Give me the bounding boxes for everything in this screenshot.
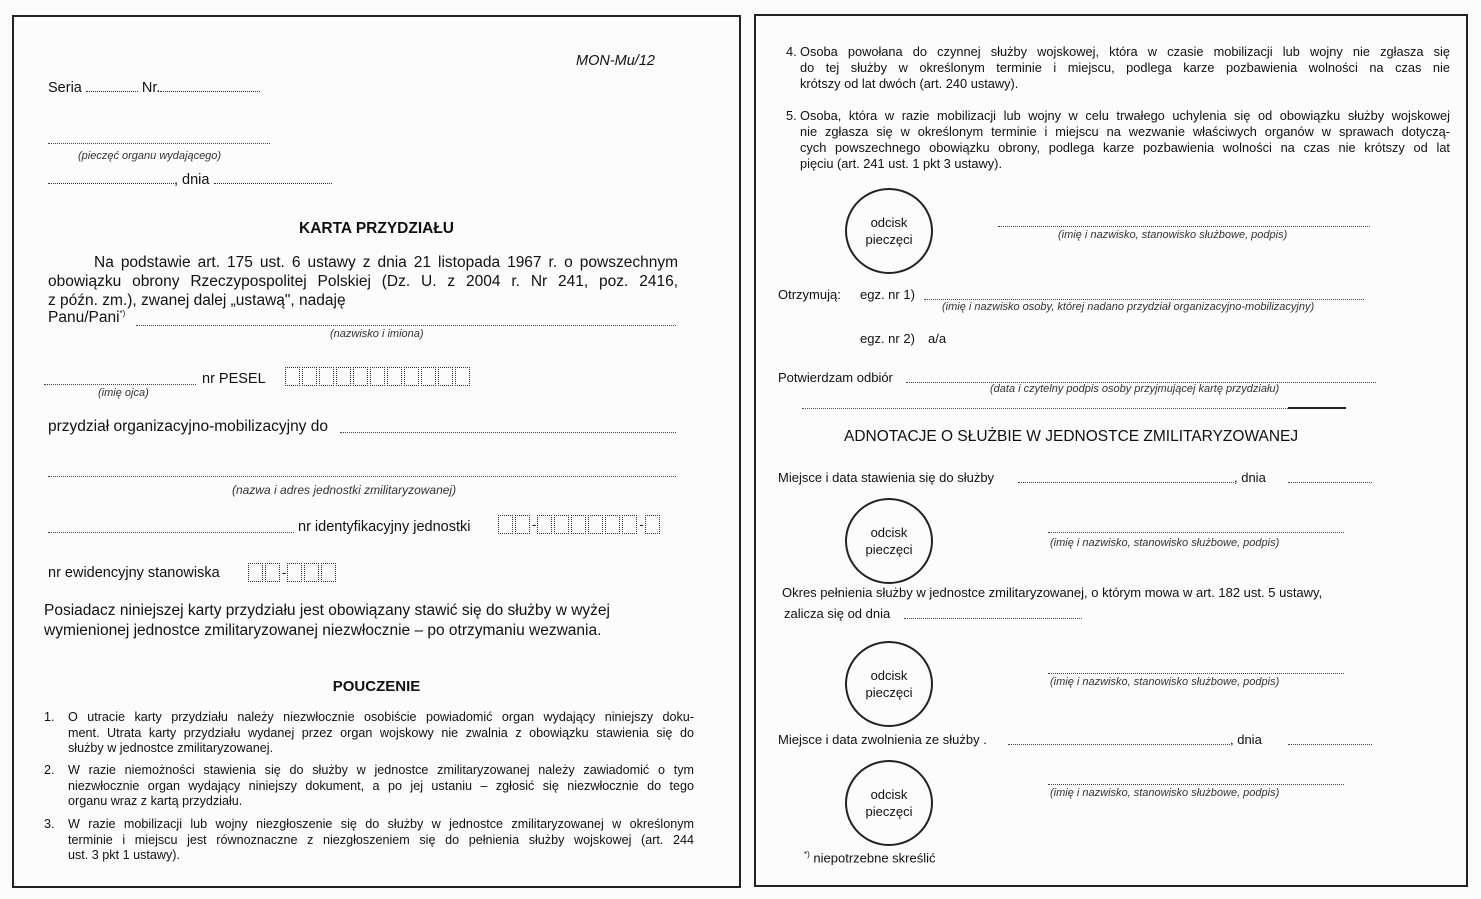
unit-name-caption: (nazwa i adres jednostki zmilitaryzowanej) (232, 483, 457, 497)
digit-box[interactable] (455, 367, 470, 386)
period-text: Okres pełnienia służby w jednostce zmilitaryzowanej, o którym mowa w art. 182 ust. 5 ustawy, (782, 585, 1323, 600)
digit-box[interactable] (622, 515, 637, 534)
nr-label: Nr. (141, 80, 161, 96)
instruction-line: organu wraz z kartą przydziału. (68, 794, 243, 808)
legal-basis-line: obowiązku obrony Rzeczypospolitej Polskiej (Dz. U. z 2004 r. Nr 241, poz. 2416, (48, 273, 678, 290)
stamp-placeholder-4 (845, 760, 933, 846)
period-from-field[interactable] (904, 618, 1082, 619)
digit-box[interactable] (438, 367, 453, 386)
instruction-number: 3. (44, 817, 55, 831)
signature-caption-2: (imię i nazwisko, stanowisko służbowe, podpis) (1050, 537, 1280, 549)
receipt-label: Potwierdzam odbiór (778, 370, 893, 385)
signature-field-2[interactable] (1048, 532, 1344, 533)
release-label: Miejsce i data zwolnienia ze służby . (778, 732, 987, 747)
unit-extra-field[interactable] (48, 532, 294, 533)
digit-box[interactable] (515, 515, 530, 534)
instruction-item (44, 710, 694, 757)
stamp-placeholder-2 (845, 498, 933, 584)
full-name-field[interactable] (136, 325, 676, 326)
nr-field[interactable] (160, 90, 260, 92)
digit-box[interactable] (265, 563, 280, 582)
instruction-number: 2. (44, 763, 55, 777)
instruction-line: ment. Utrata karty przydziału wydanej przez organ wojskowy nie zwalnia z obowiązku stawienia się do (68, 725, 694, 740)
instruction-number: 4. (786, 44, 797, 59)
digit-box[interactable] (336, 367, 351, 386)
father-name-caption: (imię ojca) (98, 387, 149, 399)
digit-box[interactable] (287, 563, 302, 582)
legal-basis-paragraph (48, 253, 678, 310)
copy2-label: egz. nr 2) (860, 331, 915, 346)
footnote-mark: *) (119, 309, 126, 318)
digit-box[interactable] (605, 515, 620, 534)
stamp-placeholder-3 (845, 641, 933, 727)
pesel-input[interactable] (285, 367, 472, 386)
digit-box[interactable] (588, 515, 603, 534)
receipt-caption: (data i czytelny podpis osoby przyjmującej kartę przydziału) (990, 383, 1280, 395)
obligation-line: wymienionej jednostce zmilitaryzowanej niezwłocznie – po otrzymaniu wezwania. (44, 622, 602, 639)
section-divider-end (1288, 407, 1346, 409)
instructions-title: POUCZENIE (332, 678, 421, 695)
signature-caption-3: (imię i nazwisko, stanowisko służbowe, podpis) (1050, 676, 1280, 688)
instruction-line: Osoba, która w razie mobilizacji lub wojny w celu trwałego uchylenia się od obowiązku służby wojskowej (800, 108, 1450, 123)
recipients-label: Otrzymują: (778, 287, 841, 302)
seria-label: Seria (48, 80, 82, 96)
digit-box[interactable] (304, 563, 319, 582)
stamp-text: pieczęci (865, 232, 913, 247)
stamp-text: pieczęci (865, 804, 913, 819)
period-from-label: zalicza się od dnia (784, 606, 891, 621)
signature-field-3[interactable] (1048, 673, 1344, 674)
position-label: nr ewidencyjny stanowiska (48, 565, 220, 581)
position-number-input[interactable] (248, 563, 338, 582)
date-field[interactable] (214, 182, 332, 184)
assignment-card-back (754, 14, 1468, 887)
signature-field-4[interactable] (1048, 784, 1344, 785)
footnote (804, 850, 936, 865)
section-divider (802, 408, 1292, 409)
instruction-line: pięciu (art. 241 ust. 1 pkt 3 ustawy). (800, 156, 1003, 171)
digit-box[interactable] (285, 367, 300, 386)
assignment-field[interactable] (340, 432, 676, 433)
group-separator: - (639, 517, 644, 532)
digit-box[interactable] (571, 515, 586, 534)
copy1-caption: (imię i nazwisko osoby, której nadano przydział organizacyjno-mobilizacyjny) (942, 301, 1315, 313)
place-date-row (48, 172, 332, 188)
instruction-line: nie zgłasza się w określonym terminie i miejscu na wezwanie właściwych organów w sprawach dotyczą- (800, 124, 1450, 139)
pesel-label: nr PESEL (202, 371, 266, 387)
report-dnia-label: , dnia (1234, 470, 1266, 485)
obligation-line: Posiadacz niniejszej karty przydziału jest obowiązany stawić się do służby w wyżej (44, 602, 610, 619)
instruction-number: 1. (44, 710, 55, 724)
card-title: KARTA PRZYDZIAŁU (299, 220, 454, 237)
instruction-line: niezwłocznie organ wydający niniejszy dokument, a po jej ustaniu – zgłosić się niezwłocznie do tego (68, 778, 694, 793)
instruction-number: 5. (786, 108, 797, 123)
assignment-card-front (12, 15, 741, 888)
instruction-line: do tej służby w określonym terminie i miejscu, podlega karze pozbawienia wolności na czas nie (800, 60, 1450, 75)
digit-box[interactable] (321, 563, 336, 582)
instruction-line: O utracie karty przydziału należy niezwłocznie osobiście powiadomić organ wydający niniejszy doku- (68, 710, 694, 724)
digit-box[interactable] (537, 515, 552, 534)
form-code: MON-Mu/12 (576, 53, 655, 69)
instruction-line: cych powszechnego obowiązku obrony, podlega karze pozbawienia wolności na czas nie krótszy od lat (800, 140, 1450, 155)
release-place-field[interactable] (1008, 744, 1230, 745)
instruction-line: ust. 3 pkt 1 ustawy). (68, 848, 180, 862)
instruction-line: terminie i miejscu jest równoznaczne z niezgłoszeniem się do pełnienia służby wojskowej (art. 244 (68, 832, 694, 847)
signature-field-1[interactable] (998, 226, 1370, 227)
panu-pani-label (48, 309, 125, 327)
signature-caption-1: (imię i nazwisko, stanowisko służbowe, podpis) (1058, 229, 1288, 241)
legal-basis-line: z późn. zm.), zwanej dalej „ustawą", nadaję (48, 292, 346, 309)
legal-basis-line: Na podstawie art. 175 ust. 6 ustawy z dnia 21 listopada 1967 r. o powszechnym (94, 254, 678, 271)
report-label: Miejsce i data stawienia się do służby (778, 470, 995, 485)
stamp-text: pieczęci (865, 542, 913, 557)
group-separator: - (282, 565, 287, 580)
instruction-item (786, 44, 1450, 92)
stamp-text: odcisk (870, 525, 908, 540)
digit-box[interactable] (302, 367, 317, 386)
instruction-line: W razie mobilizacji lub wojny niezgłoszenie się do służby w jednostce zmilitaryzowanej w określonym (68, 817, 694, 831)
digit-box[interactable] (248, 563, 263, 582)
footnote-text: niepotrzebne skreślić (813, 850, 936, 866)
digit-box[interactable] (370, 367, 385, 386)
stamp-text: odcisk (870, 668, 908, 683)
annotations-title: ADNOTACJE O SŁUŻBIE W JEDNOSTCE ZMILITARYZOWANEJ (844, 428, 1299, 445)
full-name-caption: (nazwisko i imiona) (330, 328, 424, 340)
issuing-stamp-caption: (pieczęć organu wydającego) (78, 150, 222, 162)
unit-name-field[interactable] (48, 476, 676, 477)
unit-id-input[interactable] (498, 515, 662, 534)
stamp-placeholder-1 (845, 188, 933, 274)
copy1-recipient-field[interactable] (924, 299, 1364, 300)
instruction-line: W razie niemożności stawienia się do służby w jednostce zmilitaryzowanej należy zawiadomić o tym (68, 763, 694, 777)
panu-pani-text: Panu/Pani (48, 309, 120, 327)
instruction-item (786, 108, 1450, 172)
digit-box[interactable] (353, 367, 368, 386)
father-name-field[interactable] (44, 384, 196, 385)
instruction-line: służby w jednostce zmilitaryzowanej. (68, 741, 274, 755)
signature-caption-4: (imię i nazwisko, stanowisko służbowe, podpis) (1050, 787, 1280, 799)
group-separator: - (532, 517, 537, 532)
digit-box[interactable] (421, 367, 436, 386)
issuing-stamp-field[interactable] (48, 143, 270, 144)
digit-box[interactable] (554, 515, 569, 534)
copy1-label: egz. nr 1) (860, 287, 915, 302)
assignment-label: przydział organizacyjno-mobilizacyjny do (48, 418, 328, 435)
series-number-row (48, 80, 260, 96)
copy2-value: a/a (928, 331, 947, 346)
place-field[interactable] (48, 182, 174, 184)
digit-box[interactable] (319, 367, 334, 386)
report-place-field[interactable] (1018, 482, 1234, 483)
release-dnia-label: , dnia (1230, 732, 1262, 747)
release-date-field[interactable] (1288, 744, 1372, 745)
unit-id-label: nr identyfikacyjny jednostki (298, 519, 471, 535)
digit-box[interactable] (404, 367, 419, 386)
dnia-label: , dnia (174, 172, 210, 188)
instruction-line: krótszy od lat dwóch (art. 240 ustawy). (800, 76, 1019, 91)
instruction-line: Osoba powołana do czynnej służby wojskowej, która w czasie mobilizacji lub wojny nie zgłasza się (800, 44, 1450, 59)
stamp-text: odcisk (870, 215, 908, 230)
digit-box[interactable] (498, 515, 513, 534)
instruction-item (44, 763, 694, 810)
instruction-item (44, 817, 694, 864)
report-date-field[interactable] (1288, 482, 1372, 483)
digit-box[interactable] (645, 515, 660, 534)
obligation-paragraph (44, 601, 610, 641)
stamp-text: pieczęci (865, 685, 913, 700)
footnote-mark: *) (804, 850, 810, 859)
digit-box[interactable] (387, 367, 402, 386)
seria-field[interactable] (86, 90, 138, 92)
stamp-text: odcisk (870, 787, 908, 802)
